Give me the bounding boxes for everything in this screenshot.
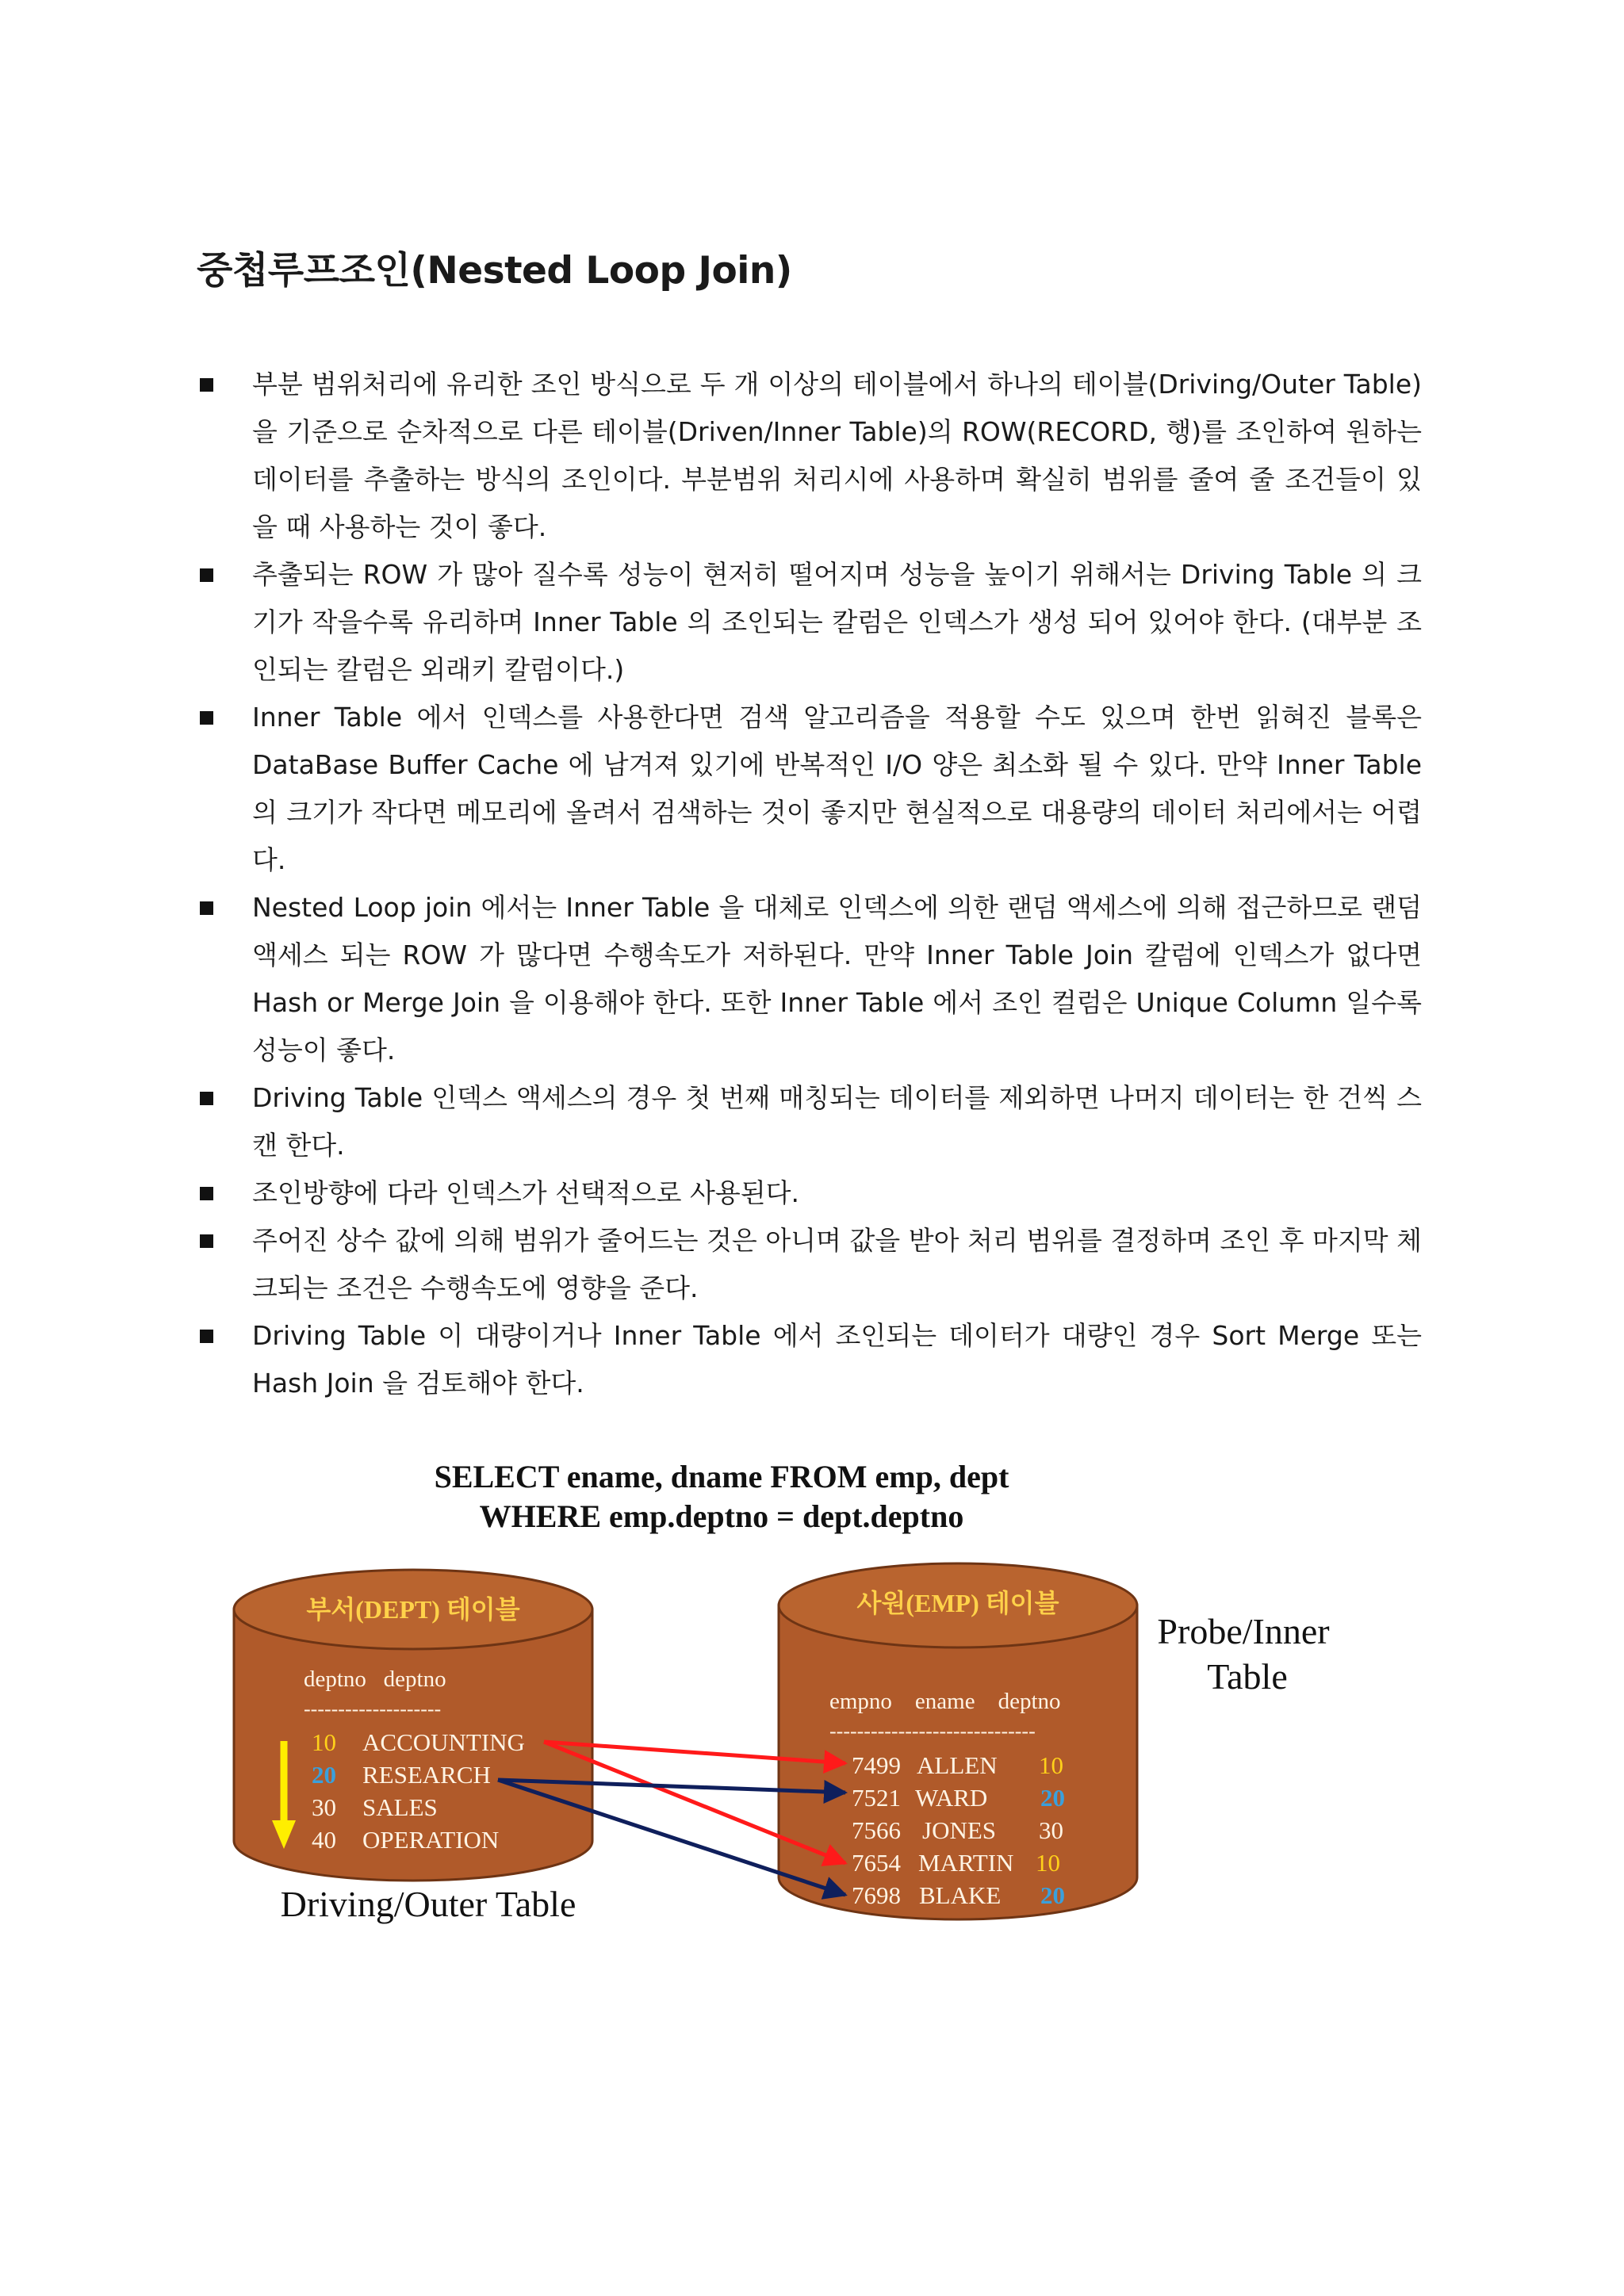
emp-row-ename: JONES: [922, 1816, 997, 1844]
emp-row-ename: MARTIN: [918, 1849, 1014, 1877]
probe-inner-caption: Probe/Inner: [1157, 1611, 1330, 1651]
bullet-text: 주어진 상수 값에 의해 범위가 줄어드는 것은 아니며 값을 받아 처리 범위를 결정하며 조인 후 마지막 체크되는 조건은 수행속도에 영향을 준다.: [252, 1225, 1422, 1303]
bullet-text: Inner Table 에서 인덱스를 사용한다면 검색 알고리즘을 적용할 수도 있으며 한번 읽혀진 블록은 DataBase Buffer Cache 에 남겨져 있기에 반복적인 I/O 양은 최소화 될 수 있다. 만약 Inner Table 의 크기가 작다면 메모리에 올려서 검색하는 것이 좋지만 현실적으로 대용량의 데이터 처리에서는 어렵다.: [252, 702, 1422, 875]
emp-row-deptno: 20: [1040, 1881, 1065, 1909]
dept-row-deptno: 30: [312, 1793, 336, 1821]
emp-table-title: 사원(EMP) 테이블: [856, 1589, 1059, 1617]
dept-table-title: 부서(DEPT) 테이블: [306, 1595, 520, 1624]
emp-row-deptno: 20: [1040, 1784, 1065, 1812]
emp-row-deptno: 30: [1039, 1816, 1063, 1844]
bullet-text: 부분 범위처리에 유리한 조인 방식으로 두 개 이상의 테이블에서 하나의 테이블(Driving/Outer Table)을 기준으로 순차적으로 다른 테이블(Driven/Inner Table)의 ROW(RECORD, 행)를 조인하여 원하는 데이터를 추출하는 방식의 조인이다. 부분범위 처리시에 사용하며 확실히 범위를 줄여 줄 조건들이 있을 때 사용하는 것이 좋다.: [252, 369, 1422, 542]
emp-row-ename: ALLEN: [917, 1751, 998, 1779]
probe-inner-caption: Table: [1207, 1656, 1288, 1697]
page-title: 중첩루프조인(Nested Loop Join): [197, 249, 792, 293]
dept-row-dname: RESEARCH: [362, 1761, 491, 1789]
dept-column-header: deptno deptno: [304, 1667, 446, 1692]
emp-row-empno: 7654: [852, 1849, 901, 1877]
bullet-text: Nested Loop join 에서는 Inner Table 을 대체로 인덱스에 의한 랜덤 액세스에 의해 접근하므로 랜덤 액세스 되는 ROW 가 많다면 수행속도가 저하된다. 만약 Inner Table Join 칼럼에 인덱스가 없다면 Hash or Merge Join 을 이용해야 한다. 또한 Inner Table 에서 조인 컬럼은 Unique Column 일수록 성능이 좋다.: [252, 892, 1422, 1066]
emp-row-empno: 7499: [852, 1751, 901, 1779]
dept-row-dname: ACCOUNTING: [362, 1728, 525, 1756]
bullet-text: Driving Table 인덱스 액세스의 경우 첫 번째 매칭되는 데이터를 제외하면 나머지 데이터는 한 건씩 스캔 한다.: [252, 1082, 1422, 1161]
dept-row-dname: OPERATION: [362, 1826, 500, 1854]
dept-header-divider: --------------------: [304, 1697, 442, 1720]
emp-header-divider: ------------------------------: [829, 1720, 1036, 1743]
emp-row-empno: 7698: [852, 1881, 901, 1909]
emp-column-header: empno ename deptno: [829, 1689, 1061, 1714]
dept-row-deptno: 10: [312, 1728, 336, 1756]
bullet-text: Driving Table 이 대량이거나 Inner Table 에서 조인되는 데이터가 대량인 경우 Sort Merge 또는 Hash Join 을 검토해야 한다.: [252, 1320, 1422, 1399]
emp-row-ename: WARD: [915, 1784, 988, 1812]
bullet-text: 추출되는 ROW 가 많아 질수록 성능이 현저히 떨어지며 성능을 높이기 위해서는 Driving Table 의 크기가 작을수록 유리하며 Inner Table 의 조인되는 칼럼은 인덱스가 생성 되어 있어야 한다. (대부분 조인되는 칼럼은 외래키 칼럼이다.): [252, 559, 1422, 685]
emp-row-deptno: 10: [1039, 1751, 1063, 1779]
dept-row-dname: SALES: [362, 1793, 438, 1821]
driving-outer-caption: Driving/Outer Table: [280, 1884, 576, 1924]
bullet-text: 조인방향에 다라 인덱스가 선택적으로 사용된다.: [252, 1177, 800, 1208]
emp-row-ename: BLAKE: [919, 1881, 1002, 1909]
sql-select-line: SELECT ename, dname FROM emp, dept: [434, 1459, 1009, 1494]
emp-row-deptno: 10: [1036, 1849, 1060, 1877]
emp-row-empno: 7566: [852, 1816, 901, 1844]
emp-row-empno: 7521: [852, 1784, 901, 1812]
dept-row-deptno: 40: [312, 1826, 336, 1854]
sql-where-line: WHERE emp.deptno = dept.deptno: [479, 1498, 964, 1534]
dept-row-deptno: 20: [312, 1761, 336, 1789]
